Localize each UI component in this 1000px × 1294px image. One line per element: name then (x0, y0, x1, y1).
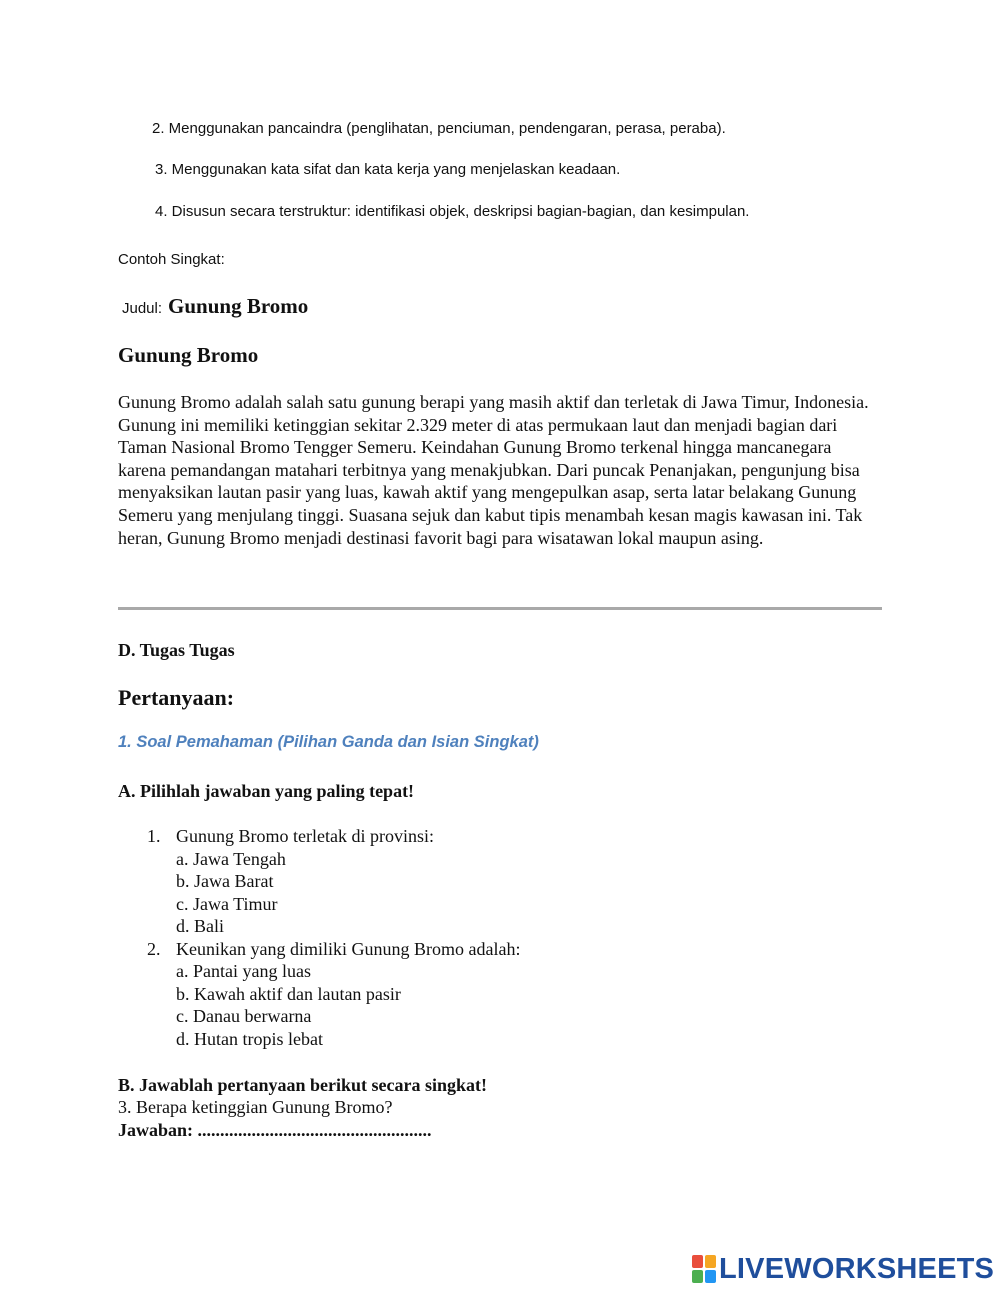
question-2-option-c[interactable]: c. Danau berwarna (176, 1006, 312, 1026)
tugas-title: D. Tugas Tugas (118, 640, 235, 660)
question-2-text: Keunikan yang dimiliki Gunung Bromo adalah: (176, 938, 521, 959)
question-2-option-b[interactable]: b. Kawah aktif dan lautan pasir (176, 983, 401, 1004)
question-2-option-a[interactable]: a. Pantai yang luas (176, 961, 311, 981)
question-2-number: 2. (147, 938, 161, 959)
example-label: Contoh Singkat: (118, 251, 225, 268)
question-1-number: 1. (147, 826, 161, 846)
question-2-option-d[interactable]: d. Hutan tropis lebat (176, 1028, 323, 1049)
question-3-text: 3. Berapa ketinggian Gunung Bromo? (118, 1097, 393, 1117)
answer-field[interactable]: Jawaban: .................................................... (118, 1120, 432, 1140)
criteria-item-3: 3. Menggunakan kata sifat dan kata kerja yang menjelaskan keadaan. (155, 161, 621, 178)
soal-heading: 1. Soal Pemahaman (Pilihan Ganda dan Isian Singkat) (118, 733, 539, 751)
judul-label: Judul: (122, 300, 163, 317)
judul-line (122, 294, 308, 319)
question-1-option-c[interactable]: c. Jawa Timur (176, 893, 278, 914)
example-paragraph: Gunung Bromo adalah salah satu gunung berapi yang masih aktif dan terletak di Jawa Timur, Indonesia. Gunung ini memiliki ketinggian sekitar 2.329 meter di atas permukaan laut dan menjadi bagian dari Taman Nasional Bromo Tengger Semeru. Keindahan Gunung Bromo terkenal hingga mancanegara karena pemandangan matahari terbitnya yang menakjubkan. Dari puncak Penanjakan, pengunjung bisa menyaksikan lautan pasir yang luas, kawah aktif yang mengepulkan asap, serta latar belakang Gunung Semeru yang menjulang tinggi. Suasana sejuk dan kabut tipis menambah kesan magis kawasan ini. Tak heran, Gunung Bromo menjadi destinasi favorit bagi para wisatawan lokal maupun asing. (118, 392, 869, 548)
example-heading: Gunung Bromo (118, 343, 259, 367)
question-1-option-b[interactable]: b. Jawa Barat (176, 871, 274, 891)
question-1-option-d[interactable]: d. Bali (176, 916, 224, 936)
horizontal-divider (118, 607, 882, 610)
brand-name: LIVEWORKSHEETS (719, 1252, 995, 1285)
question-1-text: Gunung Bromo terletak di provinsi: (176, 826, 434, 846)
criteria-item-2: 2. Menggunakan pancaindra (penglihatan, penciuman, pendengaran, perasa, peraba). (152, 120, 726, 137)
criteria-item-4: 4. Disusun secara terstruktur: identifikasi objek, deskripsi bagian-bagian, dan kesimpulan. (155, 203, 750, 220)
liveworksheets-logo[interactable] (692, 1251, 994, 1287)
section-b-instruction: B. Jawablah pertanyaan berikut secara singkat! (118, 1075, 488, 1095)
liveworksheets-logo-icon (692, 1255, 716, 1283)
pertanyaan-heading: Pertanyaan: (118, 685, 235, 710)
question-1-option-a[interactable]: a. Jawa Tengah (176, 848, 286, 869)
section-a-instruction: A. Pilihlah jawaban yang paling tepat! (118, 781, 415, 801)
judul-value: Gunung Bromo (168, 294, 309, 318)
